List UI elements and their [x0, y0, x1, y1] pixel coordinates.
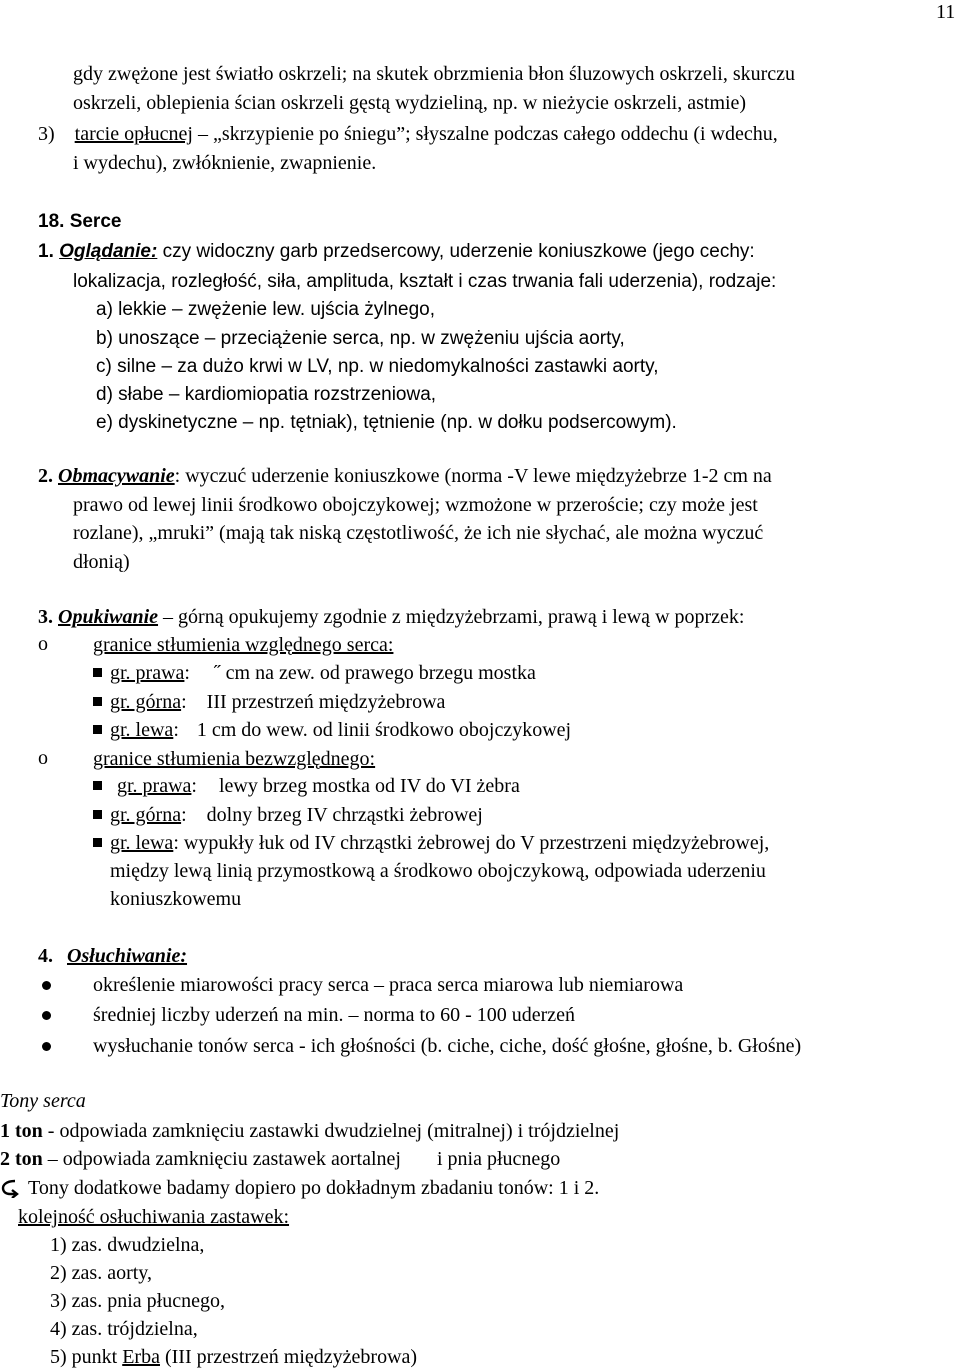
- item-label: gr. lewa: [110, 719, 174, 741]
- list-item-gr-prawa: [110, 663, 536, 683]
- list-item-gr-lewa-cont-2: koniuszkowemu: [110, 888, 242, 910]
- dot-bullet-icon: [42, 1042, 51, 1051]
- osluchiwanie-line-1: [38, 946, 187, 966]
- obmacywanie-line-2: prawo od lewej linii środkowo obojczykowej; wzmożone w przeroście; czy może jest: [73, 494, 758, 516]
- list-item-gr-lewa-bezwzgl: [110, 833, 769, 853]
- obmacywanie-line-4: dłonią): [73, 551, 130, 573]
- item-label: gr. prawa: [110, 662, 185, 684]
- list-item-gr-prawa-bezwzgl: [117, 776, 520, 796]
- item-label: gr. górna: [110, 691, 182, 713]
- order-item-5-prefix: 5) punkt: [50, 1346, 118, 1368]
- erba-link[interactable]: Erba: [122, 1346, 160, 1368]
- list-item-3-line-2: i wydechu), zwłóknienie, zwapnienie.: [73, 152, 377, 174]
- term-osluchiwanie: Osłuchiwanie:: [67, 945, 188, 967]
- dot-bullet-icon: [42, 981, 51, 990]
- term-tarcie-oplucnej: tarcie opłucnej: [74, 123, 193, 145]
- opukiwanie-line-1: [38, 607, 744, 627]
- ton-2-tail: i pnia płucnego: [436, 1148, 561, 1170]
- osluchiwanie-item-2: średniej liczby uderzeń na min. – norma to 60 - 100 uderzeń: [93, 1004, 576, 1026]
- item-sep: :: [181, 804, 187, 826]
- ogladanie-type-c: c) silne – za dużo krwi w LV, np. w niedomykalności zastawki aorty,: [96, 356, 659, 377]
- ton-2-label: 2 ton: [0, 1148, 43, 1170]
- obmacywanie-line-3: rozlane), „mruki” (mają tak niską częstotliwość, że ich nie słychać, ale można wyczuć: [73, 522, 764, 544]
- order-title: kolejność osłuchiwania zastawek:: [18, 1206, 290, 1228]
- circle-bullet-icon: o: [38, 747, 48, 769]
- term-ogladanie: Oglądanie:: [59, 241, 158, 262]
- ogladanie-type-b: b) unoszące – przeciążenie serca, np. w zwężeniu ujścia aorty,: [96, 328, 625, 349]
- dot-bullet-icon: [42, 1011, 51, 1020]
- order-item-1: 1) zas. dwudzielna,: [50, 1234, 205, 1256]
- list-number: 2.: [38, 465, 53, 487]
- group-title-bezwzglednego: granice stłumienia bezwzględnego:: [93, 748, 376, 770]
- item-text: III przestrzeń międzyżebrowa: [206, 691, 446, 713]
- ton-1-text: - odpowiada zamknięciu zastawki dwudzielnej (mitralnej) i trójdzielnej: [47, 1120, 620, 1142]
- square-bullet-icon: [93, 697, 102, 706]
- item-text: wypukły łuk od IV chrząstki żebrowej do V przestrzeni międzyżebrowej,: [183, 832, 770, 854]
- square-bullet-icon: [93, 725, 102, 734]
- item-text: 1 cm do wew. od linii środkowo obojczykowej: [196, 719, 572, 741]
- continuation-line-2: oskrzeli, oblepienia ścian oskrzeli gęstą wydzieliną, np. w nieżycie oskrzeli, astmie): [73, 92, 747, 114]
- order-item-4: 4) zas. trójdzielna,: [50, 1318, 198, 1340]
- tony-note: Tony dodatkowe badamy dopiero po dokładnym zbadaniu tonów: 1 i 2.: [28, 1177, 600, 1199]
- ogladanie-line-1: [38, 242, 755, 261]
- ton-2: [0, 1149, 560, 1169]
- ogladanie-text: czy widoczny garb przedsercowy, uderzenie koniuszkowe (jego cechy:: [162, 241, 755, 262]
- item-label: gr. lewa: [110, 832, 174, 854]
- obmacywanie-text: : wyczuć uderzenie koniuszkowe (norma -V lewe międzyżebrze 1-2 cm na: [174, 465, 772, 487]
- ton-1-label: 1 ton: [0, 1120, 43, 1142]
- osluchiwanie-item-3: wysłuchanie tonów serca - ich głośności (b. ciche, ciche, dość głośne, głośne, b. Głośne): [93, 1035, 802, 1057]
- term-description: – „skrzypienie po śniegu”; słyszalne podczas całego oddechu (i wdechu,: [197, 123, 778, 145]
- item-sep: :: [173, 719, 179, 741]
- opukiwanie-text: – górną opukujemy zgodnie z międzyżebrzami, prawą i lewą w poprzek:: [163, 606, 745, 628]
- section-title: 18. Serce: [38, 211, 122, 232]
- item-text: ˝ cm na zew. od prawego brzegu mostka: [213, 662, 536, 684]
- ton-2-text: – odpowiada zamknięciu zastawek aortalnej: [47, 1148, 401, 1170]
- square-bullet-icon: [93, 810, 102, 819]
- order-item-5: [50, 1347, 417, 1367]
- continuation-line-1: gdy zwężone jest światło oskrzeli; na skutek obrzmienia błon śluzowych oskrzeli, skurczu: [73, 63, 796, 85]
- order-item-2: 2) zas. aorty,: [50, 1262, 152, 1284]
- circle-bullet-icon: o: [38, 633, 48, 655]
- order-item-3: 3) zas. pnia płucnego,: [50, 1290, 225, 1312]
- ogladanie-line-2: lokalizacja, rozległość, siła, amplituda, kształt i czas trwania fali uderzenia), rodzaje:: [73, 271, 777, 292]
- osluchiwanie-item-1: określenie miarowości pracy serca – praca serca miarowa lub niemiarowa: [93, 974, 684, 996]
- item-sep: :: [173, 832, 179, 854]
- item-label: gr. prawa: [117, 775, 192, 797]
- item-sep: :: [191, 775, 197, 797]
- list-item-gr-lewa-cont-1: między lewą linią przymostkową a środkowo obojczykową, odpowiada uderzeniu: [110, 860, 766, 882]
- list-number: 1.: [38, 241, 54, 262]
- ogladanie-type-a: a) lekkie – zwężenie lew. ujścia żylnego,: [96, 299, 436, 320]
- square-bullet-icon: [93, 668, 102, 677]
- square-bullet-icon: [93, 838, 102, 847]
- item-text: dolny brzeg IV chrząstki żebrowej: [206, 804, 483, 826]
- item-sep: :: [181, 691, 187, 713]
- tony-title: Tony serca: [0, 1090, 86, 1112]
- item-sep: :: [184, 662, 190, 684]
- ton-1: [0, 1121, 619, 1141]
- ogladanie-type-e: e) dyskinetyczne – np. tętniak), tętnienie (np. w dołku podsercowym).: [96, 412, 677, 433]
- page-number: 11: [936, 1, 956, 23]
- square-bullet-icon: [93, 781, 102, 790]
- order-item-5-suffix: (III przestrzeń międzyżebrowa): [164, 1346, 418, 1368]
- list-item-gr-gorna-bezwzgl: [110, 805, 483, 825]
- list-number: 3): [38, 123, 55, 145]
- list-item-gr-gorna: [110, 692, 445, 712]
- item-label: gr. górna: [110, 804, 182, 826]
- obmacywanie-line-1: [38, 466, 772, 486]
- list-item-gr-lewa: [110, 720, 571, 740]
- curved-arrow-icon: [0, 1178, 20, 1198]
- item-text: lewy brzeg mostka od IV do VI żebra: [218, 775, 520, 797]
- list-number: 3.: [38, 606, 53, 628]
- list-number: 4.: [38, 945, 53, 967]
- term-opukiwanie: Opukiwanie: [58, 606, 159, 628]
- term-obmacywanie: Obmacywanie: [58, 465, 175, 487]
- list-item-3: [38, 124, 778, 144]
- ogladanie-type-d: d) słabe – kardiomiopatia rozstrzeniowa,: [96, 384, 437, 405]
- group-title-wzglednego: granice stłumienia względnego serca:: [93, 634, 394, 656]
